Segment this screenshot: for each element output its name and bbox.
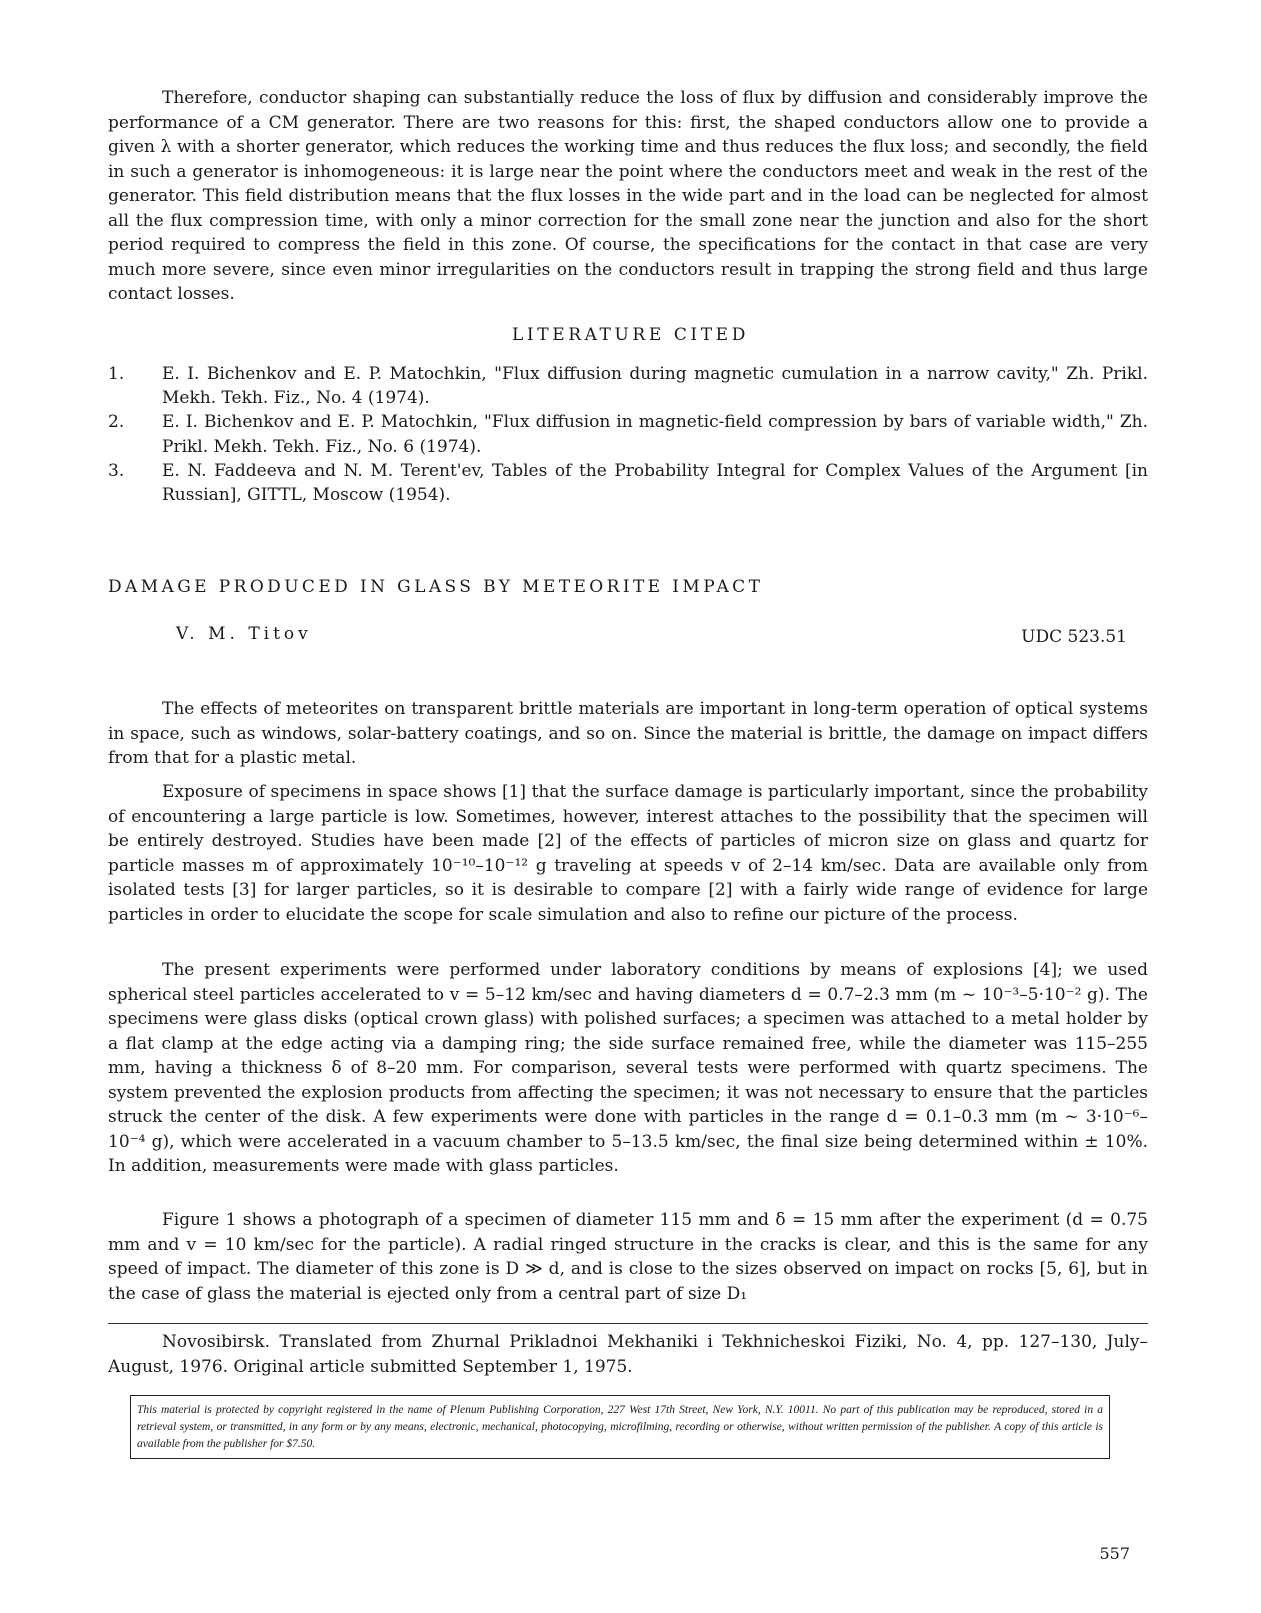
reference-text: E. I. Bichenkov and E. P. Matochkin, "Flux diffusion during magnetic cumulation in a narrow cavity," Zh. Prikl. Mekh. Tekh. Fiz., No. 4 (1974). — [162, 364, 1148, 409]
copyright-notice: This material is protected by copyright registered in the name of Plenum Publishing Corporation, 227 West 17th Street, New York, N.Y. 10011. No part of this publication may be reproduced, stored in a retrieval system, or transmitted, in any form or by any means, electronic, mechanical, photocopying, microfilming, recording or otherwise, without written permission of the publisher. A copy of this article is available from the publisher for $7.50. — [130, 1395, 1110, 1459]
article-title: DAMAGE PRODUCED IN GLASS BY METEORITE IMPACT — [108, 577, 764, 597]
body-paragraph-2: Exposure of specimens in space shows [1] that the surface damage is particularly important, since the probability of encountering a large particle is low. Sometimes, however, interest attaches to the possibility that the specimen will be entirely destroyed. Studies have been made [2] of the effects of particles of micron size on glass and quartz for particle masses m of approximately 10⁻¹⁰–10⁻¹² g traveling at speeds v of 2–14 km/sec. Data are available only from isolated tests [3] for larger particles, so it is desirable to compare [2] with a fairly wide range of evidence for large particles in order to elucidate the scope for scale simulation and also to refine our picture of the process. — [108, 782, 1148, 925]
reference-item — [108, 459, 1148, 507]
footnote-divider — [108, 1323, 1148, 1324]
reference-number: 2. — [108, 412, 125, 433]
reference-number: 3. — [108, 460, 125, 481]
page-number: 557 — [1099, 1544, 1130, 1563]
footnote: Novosibirsk. Translated from Zhurnal Prikladnoi Mekhaniki i Tekhnicheskoi Fiziki, No. 4, pp. 127–130, July–August, 1976. Original article submitted September 1, 1975. — [108, 1332, 1148, 1377]
literature-cited-heading: LITERATURE CITED — [512, 325, 749, 345]
reference-item — [108, 362, 1148, 410]
body-paragraph-3: The present experiments were performed under laboratory conditions by means of explosions [4]; we used spherical steel particles accelerated to v = 5–12 km/sec and having diameters d = 0.7–2.3 mm (m ~ 10⁻³–5·10⁻² g). The specimens were glass disks (optical crown glass) with polished surfaces; a specimen was attached to a metal holder by a flat clamp at the edge acting via a damping ring; the side surface remained free, while the diameter was 115–255 mm, having a thickness δ of 8–20 mm. For comparison, several tests were performed with quartz specimens. The system prevented the explosion products from affecting the specimen; it was not necessary to ensure that the particles struck the center of the disk. A few experiments were done with particles in the range d = 0.1–0.3 mm (m ~ 3·10⁻⁶– 10⁻⁴ g), which were accelerated in a vacuum chamber to 5–13.5 km/sec, the final size being determined within ± 10%. In addition, measurements were made with glass particles. — [108, 960, 1148, 1176]
top-paragraph: Therefore, conductor shaping can substantially reduce the loss of flux by diffusion and considerably improve the performance of a CM generator. There are two reasons for this: first, the shaped conductors allow one to provide a given λ with a shorter generator, which reduces the working time and thus reduces the flux loss; and secondly, the field in such a generator is inhomogeneous: it is large near the point where the conductors meet and weak in the rest of the generator. This field distribution means that the flux losses in the wide part and in the load can be neglected for almost all the flux compression time, with only a minor correction for the small zone near the junction and also for the short period required to compress the field in this zone. Of course, the specifications for the contact in that case are very much more severe, since even minor irregularities on the conductors result in trapping the strong field and thus large contact losses. — [108, 88, 1148, 304]
reference-number: 1. — [108, 364, 125, 384]
body-paragraph-1: The effects of meteorites on transparent brittle materials are important in long-term operation of optical systems in space, such as windows, solar-battery coatings, and so on. Since the material is brittle, the damage on impact differs from that for a plastic metal. — [108, 699, 1148, 768]
reference-list — [108, 362, 1148, 507]
body-paragraph-4: Figure 1 shows a photograph of a specimen of diameter 115 mm and δ = 15 mm after the experiment (d = 0.75 mm and v = 10 km/sec for the particle). A radial ringed structure in the cracks is clear, and this is the same for any speed of impact. The diameter of this zone is D ≫ d, and is close to the sizes observed on impact on rocks [5, 6], but in the case of glass the material is ejected only from a central part of size D₁ — [108, 1210, 1148, 1304]
udc-code: UDC 523.51 — [1021, 627, 1127, 647]
reference-text: E. N. Faddeeva and N. M. Terent'ev, Tables of the Probability Integral for Complex Values of the Argument [in Russian], GITTL, Moscow (1954). — [162, 460, 1148, 506]
reference-item — [108, 410, 1148, 458]
article-author: V. M. Titov — [176, 624, 312, 644]
reference-text: E. I. Bichenkov and E. P. Matochkin, "Flux diffusion in magnetic-field compression by bars of variable width," Zh. Prikl. Mekh. Tekh. Fiz., No. 6 (1974). — [162, 412, 1148, 457]
